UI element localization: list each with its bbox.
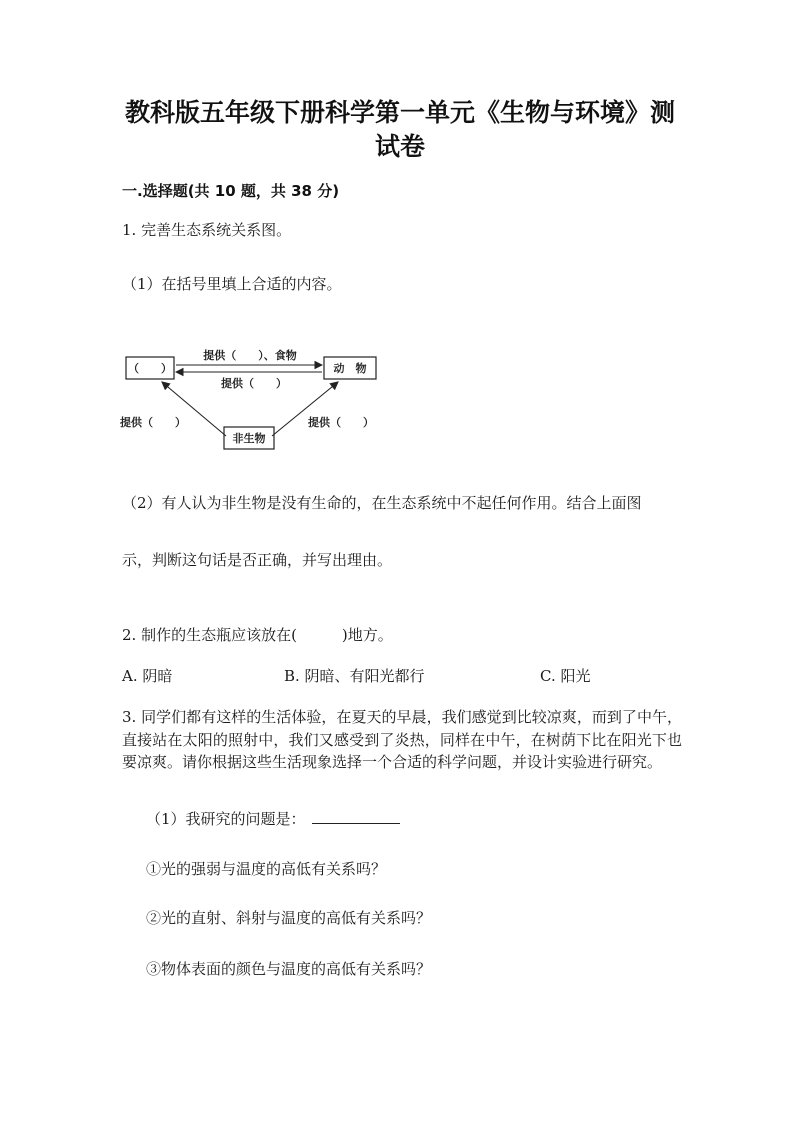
q3-stem: 3. 同学们都有这样的生活体验，在夏天的早晨，我们感觉到比较凉爽，而到了中午，直接站在太阳的照射中，我们又感受到了炎热，同样在中午，在树荫下比在阳光下也要凉爽。请你根据这些生活现象选择一个合适的科学问题，并设计实验进行研究。 bbox=[122, 708, 682, 771]
animal-box-label: 动 物 bbox=[333, 362, 367, 375]
q3-answer-blank[interactable] bbox=[312, 809, 400, 824]
page-title-line-1: 教科版五年级下册科学第一单元《生物与环境》测 bbox=[124, 98, 675, 127]
q1-part2-line2: 示，判断这句话是否正确，并写出理由。 bbox=[122, 551, 393, 569]
left-diag-label: 提供（ ） bbox=[120, 416, 186, 429]
q1-part2-line1: （2）有人认为非生物是没有生命的，在生态系统中不起任何作用。结合上面图 bbox=[122, 494, 642, 512]
q3-choice-2: ②光的直射、斜射与温度的高低有关系吗？ bbox=[146, 909, 432, 927]
ecosystem-diagram bbox=[112, 340, 392, 460]
producer-box-label: （ ） bbox=[128, 362, 172, 375]
q3-choice-1: ①光的强弱与温度的高低有关系吗？ bbox=[146, 860, 387, 878]
q1-part1: （1）在括号里填上合适的内容。 bbox=[122, 275, 342, 293]
right-diag-label: 提供（ ） bbox=[308, 416, 374, 429]
q3-part1-label: （1）我研究的问题是： bbox=[146, 810, 306, 828]
q2-option-a[interactable]: A. 阴暗 bbox=[122, 667, 173, 685]
mid-arrow-label: 提供（ ） bbox=[221, 377, 287, 390]
q3-choice-3: ③物体表面的颜色与温度的高低有关系吗？ bbox=[146, 960, 432, 978]
q2-stem: 2. 制作的生态瓶应该放在( )地方。 bbox=[122, 626, 393, 644]
q3-part1 bbox=[146, 808, 400, 830]
top-arrow-label: 提供（ ）、食物 bbox=[203, 349, 297, 362]
q2-option-c[interactable]: C. 阳光 bbox=[540, 667, 591, 685]
q1-stem: 1. 完善生态系统关系图。 bbox=[122, 221, 292, 239]
page-title-line-2: 试卷 bbox=[374, 132, 425, 161]
section-heading: 一.选择题(共 10 题，共 38 分) bbox=[122, 182, 340, 200]
q2-option-b[interactable]: B. 阴暗、有阳光都行 bbox=[284, 667, 425, 685]
nonliving-box-label: 非生物 bbox=[232, 432, 266, 445]
